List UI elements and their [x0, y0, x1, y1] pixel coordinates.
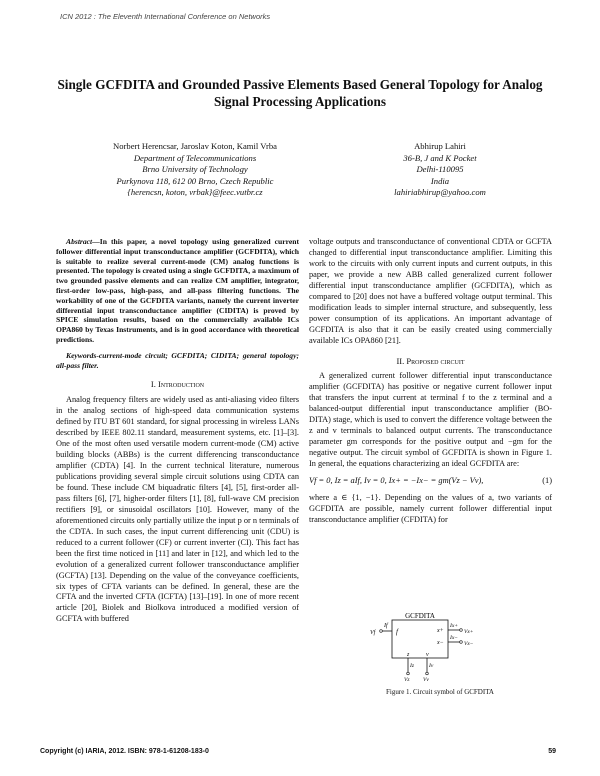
- figure-caption: Figure 1. Circuit symbol of GCFDITA: [386, 688, 494, 696]
- label-iv: Iv: [429, 663, 434, 669]
- block-outline: [392, 620, 448, 658]
- equation-1: [309, 476, 552, 487]
- author2-line2: Delhi-110095: [416, 164, 464, 175]
- equation-number: (1): [542, 476, 552, 486]
- section-1-title: I. Introduction: [150, 379, 205, 390]
- label-vf: Vf: [370, 630, 376, 636]
- author2-line3: India: [430, 175, 450, 186]
- label-ixm: Ix−: [450, 635, 458, 641]
- right-column: [309, 237, 552, 526]
- section-2-text: A generalized current follower differential input transconductance amplifier (GCFDITA) has positive or negative current follower input that transfers the input current at terminal f to the z terminal and a balanced-output differential input transconductance amplifier (BO-DITA) stage, which is used to convert the difference voltage between the z and v terminals to balanced output currents. The transconductance parameter gm corresponds for the positive output and −gm for the negative output. The circuit symbol of GCFDITA is shown in Figure 1. In general, the equations characterizing an ideal GCFDITA are:: [309, 371, 552, 469]
- terminal-v: v: [426, 652, 429, 658]
- gcfdita-symbol-figure: [360, 610, 490, 682]
- label-iz: Iz: [410, 663, 414, 669]
- abstract-label: Abstract: [66, 237, 93, 246]
- authors-left: [90, 141, 300, 199]
- label-ixp: Ix+: [450, 623, 458, 629]
- terminal-xm: x−: [437, 640, 444, 646]
- author-address: Purkynova 118, 612 00 Brno, Czech Republic: [116, 175, 274, 186]
- equation-text: Vf = 0, Iz = aIf, Iv = 0, Ix+ = −Ix− = gm(Vz − Vv),: [309, 476, 484, 486]
- label-vz: Vz: [404, 677, 410, 682]
- label-if: If: [384, 623, 388, 629]
- footer-copyright: Copyright (c) IARIA, 2012. ISBN: 978-1-61208-183-0: [40, 748, 209, 755]
- label-vv: Vv: [423, 677, 429, 682]
- authors-right: [360, 141, 520, 199]
- keywords: Keywords-current-mode circuit; GCFDITA; CIDITA; general topology; all-pass filter.: [56, 350, 299, 370]
- running-header: ICN 2012 : The Eleventh International Conference on Networks: [60, 12, 271, 21]
- author-names: Norbert Herencsar, Jaroslav Koton, Kamil Vrba: [113, 141, 277, 151]
- section-1-text: Analog frequency filters are widely used as anti-aliasing video filters in the analog sections of high-speed data communication systems defined by ITU BT 601 standard, for signal processing in wireless LANs described by IEEE 802.11 standard, measurement systems, etc. [1]–[3]. One of the most often used versatile modern current-mode (CM) active building blocks (ABBs) is the current differencing transconductance amplifier (CDTA) [4]. In the current technical literature, numerous publications providing several simple circuit solutions using CDTA can be found. These include CM biquadratic filters [4], [5], first-order all-pass filters [6], [7], higher-order filters [1], [8], full-wave CM precision rectifiers [9], or sinusoidal oscillators [10]. However, many of the aforementioned circuits only partially utilize the input p or n terminals of the CDTA. In such cases, the input current differencing unit (CDU) is reduced to a current follower (CF) or current inverter (CI). This fact has been the first time noticed in [11] and later in [12], and which led to the evolution of a generalized current follower transconductance amplifier (GCFTA) [13]. Depending on the value of the conveyance coefficients, six types of CFTA variants can be defined. In general, these are the CFTA and the inverted CFTA (ICFTA) [13]–[19]. In one of more recent article [20], Biolek and Biolkova introduced a modified version of GCFTA with buffered: [56, 395, 299, 624]
- block-label: GCFDITA: [405, 612, 435, 620]
- author-univ: Brno University of Technology: [142, 164, 248, 175]
- author-email: {herencsn, koton, vrbak}@feec.vutbr.cz: [127, 187, 263, 198]
- label-vxp: Vx+: [464, 629, 474, 635]
- terminal-xp: x+: [437, 628, 444, 634]
- terminal-z: z: [407, 652, 410, 658]
- abstract-text: —In this paper, a novel topology using generalized current follower differential input transconductance amplifier (GCFDITA), which is suitable to realize several current-mode (CM) analog functions is presented. The topology is created using a single GCFDITA, a maximum of two grounded passive elements and can realize CM amplifier, integrator, first-order low-pass, high-pass, and all-pass filtering functions. The workability of one of the GCFDITA variants, namely the current inverter differential input transconductance amplifier (CIDITA) is proved by SPICE simulation results, based on the commercially available ICs OPA860 by Texas Instruments, and is in good accordance with theoretical predictions.: [56, 237, 299, 344]
- section-2-title: II. Proposed circuit: [396, 355, 465, 366]
- page-number: 59: [548, 748, 556, 755]
- left-column: [56, 237, 299, 625]
- paper-title: Single GCFDITA and Grounded Passive Elements Based General Topology for Analog Signal Processing Applications: [57, 77, 543, 109]
- label-vxm: Vx−: [464, 641, 474, 647]
- author2-name: Abhirup Lahiri: [414, 141, 466, 151]
- terminal-f: f: [396, 628, 398, 636]
- right-col-intro: voltage outputs and transconductance of conventional CDTA or GCFTA changed to differential input transconductance amplifier. Limiting this work to the circuits with only current inputs and current outputs, in this paper, we provide a new ABB called generalized current follower differential input transconductance amplifier (GCFDITA), which as compared to [20] does not have a buffered voltage output terminal. This modification leads to simpler internal structure, and subsequently, less power consumption of its applications. An important advantage of GCFDITA is also that it can be easily created using commercially available ICs OPA860 [21].: [309, 237, 552, 345]
- author2-email: lahiriabhirup@yahoo.com: [394, 187, 486, 198]
- abstract: [56, 237, 299, 345]
- author-dept: Department of Telecommunications: [133, 152, 257, 163]
- section-2-text-2: where a ∈ {1, −1}. Depending on the values of a, two variants of GCFDITA are possible, namely current follower differential input transconductance amplifier (CFDITA) for: [309, 493, 552, 524]
- author2-line1: 36-B, J and K Pocket: [403, 152, 477, 163]
